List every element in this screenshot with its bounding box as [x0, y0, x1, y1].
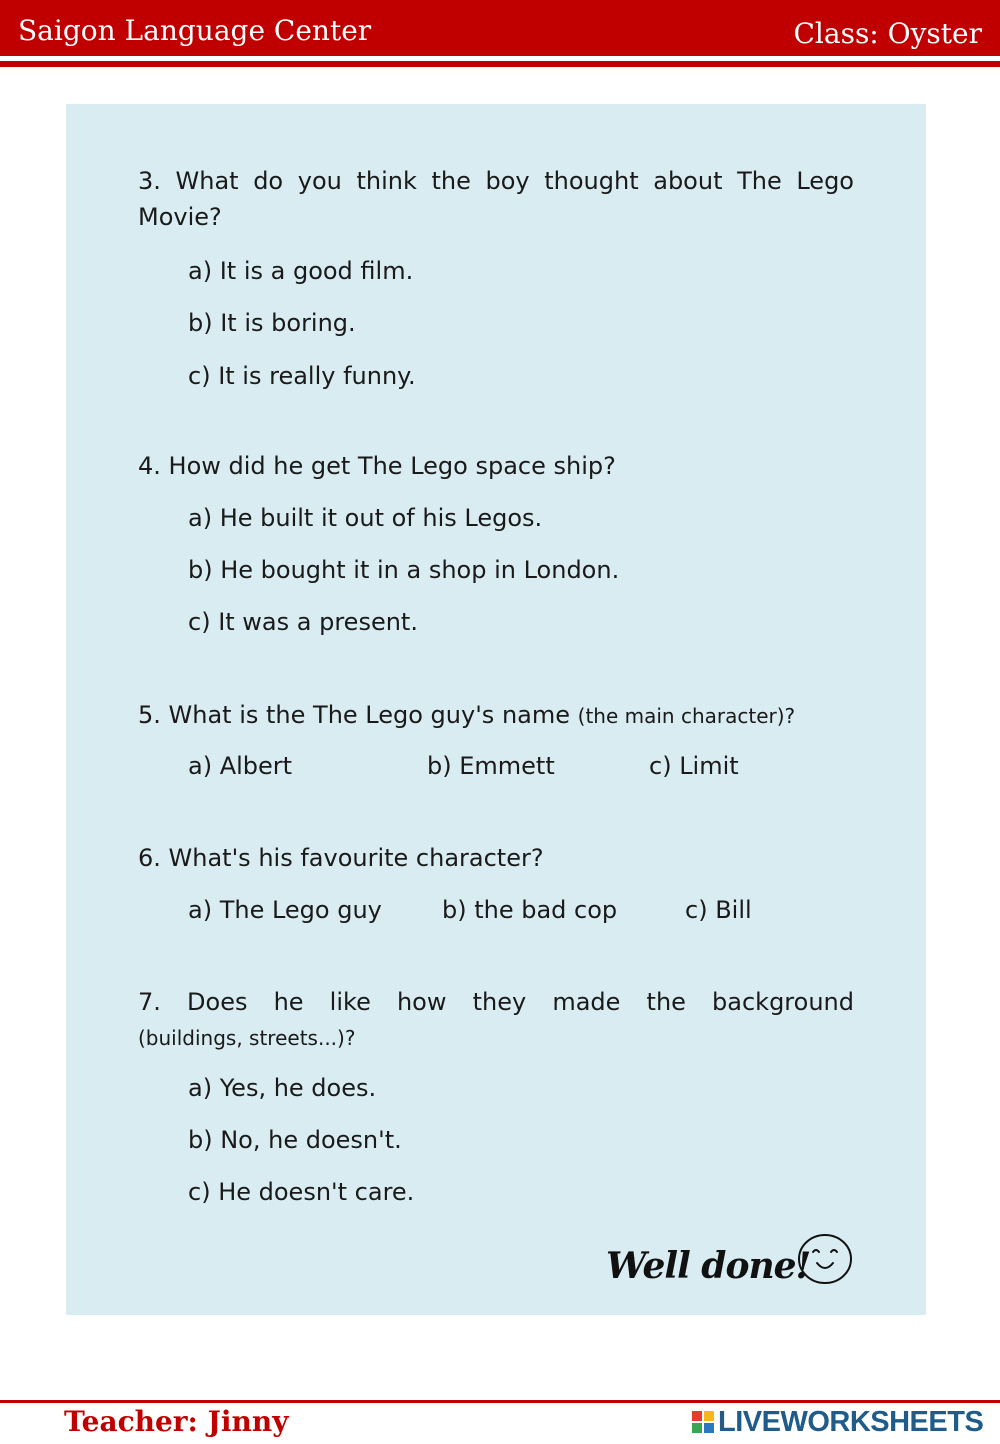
question-5-note: (the main character)?	[577, 704, 796, 728]
question-5-text	[138, 697, 795, 734]
header-rule	[0, 61, 1000, 67]
footer-rule	[0, 1400, 1000, 1403]
question-7-option-b[interactable]: b) No, he doesn't.	[188, 1126, 402, 1154]
class-label: Class: Oyster	[793, 17, 982, 50]
question-4-option-a[interactable]: a) He built it out of his Legos.	[188, 504, 543, 532]
question-7-text: 7. Does he like how they made the background	[138, 988, 854, 1016]
teacher-name: Teacher: Jinny	[64, 1405, 289, 1438]
question-7-option-c[interactable]: c) He doesn't care.	[188, 1178, 415, 1206]
question-7-text-cont: (buildings, streets...)?	[138, 1026, 356, 1050]
question-7-option-a[interactable]: a) Yes, he does.	[188, 1074, 377, 1102]
question-6-option-c[interactable]: c) Bill	[685, 896, 752, 924]
question-5-option-c[interactable]: c) Limit	[649, 752, 739, 780]
question-3-option-a[interactable]: a) It is a good film.	[188, 257, 414, 285]
school-name: Saigon Language Center	[18, 14, 372, 47]
question-3-option-c[interactable]: c) It is really funny.	[188, 362, 416, 390]
question-3-option-b[interactable]: b) It is boring.	[188, 309, 356, 337]
well-done-text: Well done!	[606, 1245, 811, 1287]
question-5-option-b[interactable]: b) Emmett	[427, 752, 555, 780]
liveworksheets-logo[interactable]	[692, 1407, 983, 1437]
question-4-option-c[interactable]: c) It was a present.	[188, 608, 418, 636]
question-3-text-cont: Movie?	[138, 203, 222, 231]
question-6-option-a[interactable]: a) The Lego guy	[188, 896, 382, 924]
liveworksheets-brand: LIVEWORKSHEETS	[718, 1405, 984, 1438]
question-3-text: 3. What do you think the boy thought about The Lego	[138, 167, 854, 195]
question-4-text: 4. How did he get The Lego space ship?	[138, 452, 616, 480]
smiley-icon	[796, 1232, 854, 1286]
liveworksheets-mark-icon	[692, 1411, 714, 1433]
question-4-option-b[interactable]: b) He bought it in a shop in London.	[188, 556, 620, 584]
question-5-main: 5. What is the The Lego guy's name	[138, 701, 570, 729]
question-6-text: 6. What's his favourite character?	[138, 844, 544, 872]
question-5-option-a[interactable]: a) Albert	[188, 752, 293, 780]
question-6-option-b[interactable]: b) the bad cop	[442, 896, 618, 924]
